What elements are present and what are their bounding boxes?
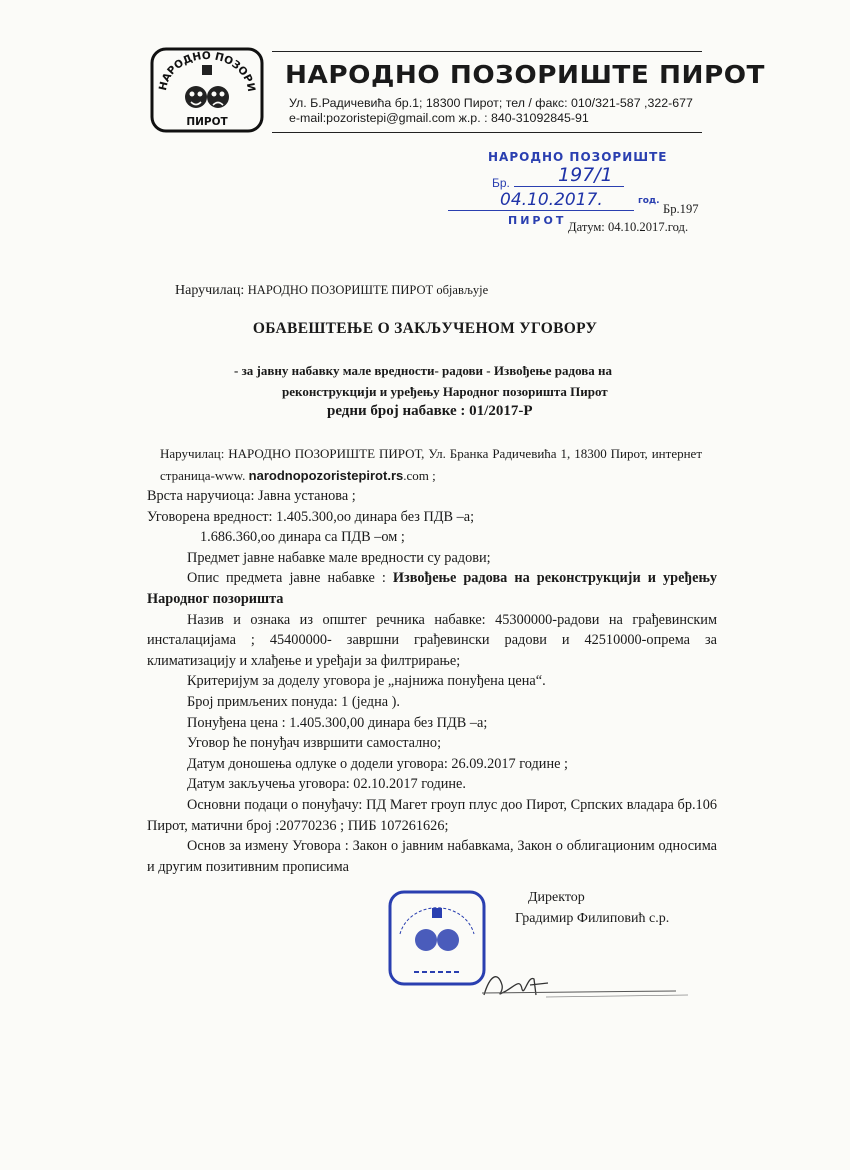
client-type: Врста наручиоца: Јавна установа ; [147,488,356,504]
award-criteria: Критеријум за доделу уговора је „најнижа понуђена цена“. [187,673,546,690]
theatre-logo [148,45,266,135]
signatory-role: Директор [528,890,585,905]
document-title: ОБАВЕШТЕЊЕ О ЗАКЉУЧЕНОМ УГОВОРУ [252,320,598,337]
handwritten-signature [476,965,688,1005]
decision-date: Датум доношења одлуке о додели уговора: 26.09.2017 године ; [187,755,568,772]
procurement-number: редни број набавке : 01/2017-Р [327,403,533,419]
stamp-title: НАРОДНО ПОЗОРИШТЕ [488,150,668,164]
contract-value-net: Уговорена вредност: 1.405.300,оо динара без ПДВ –а; [147,508,475,525]
intro-org: НАРОДНО ПОЗОРИШТЕ ПИРОТ [247,283,434,297]
stamp-city: ПИРОТ [508,214,567,227]
contract-date: Датум закључења уговора: 02.10.2017 године. [187,776,466,793]
vocabulary-codes: Назив и ознака из општег речника набавке: 45300000-радови на грађевинским инсталацијама ; 45400000- завршни грађевински радови и 42510000-опрема за климатизацију и хлађење и уређаји за филтрирање; [147,611,717,669]
reference-number: Бр.197 [663,202,699,216]
offered-price: Понуђена цена : 1.405.300,00 динара без ПДВ –а; [187,714,488,731]
intro-verb: објављује [433,283,489,297]
intro-label: Наручилац: [175,283,248,298]
stamp-year-label: год. [638,196,660,206]
client-info-text: Наручилац: НАРОДНО ПОЗОРИШТЕ ПИРОТ, Ул. Бранка Радичевића 1, 18300 Пирот, интернет страница-www. [160,446,702,483]
subject-line-2: реконструкцији и уређењу Народног позоришта Пирот [282,384,608,399]
client-info [160,443,702,487]
contact-line: e-mail:pozoristepi@gmail.com ж.р. : 840-31092845-91 [289,111,589,125]
intro-line [175,283,488,299]
stamp-br-label: Бр. [492,176,510,190]
execution-mode: Уговор ће понуђач извршити самостално; [187,735,442,752]
stamp-number-line [514,186,624,187]
organization-title: НАРОДНО ПОЗОРИШТЕ ПИРОТ [285,60,765,89]
subject-description-value: Извођење радова на реконструкцији и уређењу Народног позоришта [147,570,717,607]
official-seal [386,888,488,988]
header-rule-bottom [272,132,702,133]
header-rule-top [272,51,702,52]
reference-date: Датум: 04.10.2017.год. [568,220,689,234]
subject-description [147,568,717,609]
offers-received: Број примљених понуда: 1 (једна ). [187,693,400,710]
contract-value-gross: 1.686.360,оо динара са ПДВ –ом ; [200,529,405,546]
amendment-basis: Основ за измену Уговора : Закон о јавним набавкама, Закон о облигационим односима и другим позитивним прописима [147,838,717,875]
organization-contacts [289,96,693,126]
notice-body [147,486,717,877]
client-website: narodnopozoristepirot.rs [248,468,404,483]
subject-description-label: Опис предмета јавне набавке : [187,570,393,587]
signatory-name: Градимир Филиповић с.р. [515,911,670,926]
address-line: Ул. Б.Радичевића бр.1; 18300 Пирот; тел / факс: 010/321-587 ,322-677 [289,96,693,110]
subject-line-1: - за јавну набавку мале вредности- радови - Извођење радова на [234,363,613,378]
stamp-date-line [448,210,634,211]
bidder-info: Основни подаци о понуђачу: ПД Магет гроуп плус доо Пирот, Српских владара бр.106 Пирот, матични број :20770236 ; ПИБ 107261626; [147,796,717,834]
registry-stamp [448,150,678,230]
stamp-date: 04.10.2017. [500,190,603,210]
procurement-subject: Предмет јавне набавке мале вредности су радови; [187,549,491,566]
stamp-number: 197/1 [558,164,613,186]
logo-top-text: НАРОДНО ПОЗОРИ [156,49,258,93]
client-website-suffix: .com ; [403,468,436,483]
logo-bottom-text: ПИРОТ [186,116,228,128]
